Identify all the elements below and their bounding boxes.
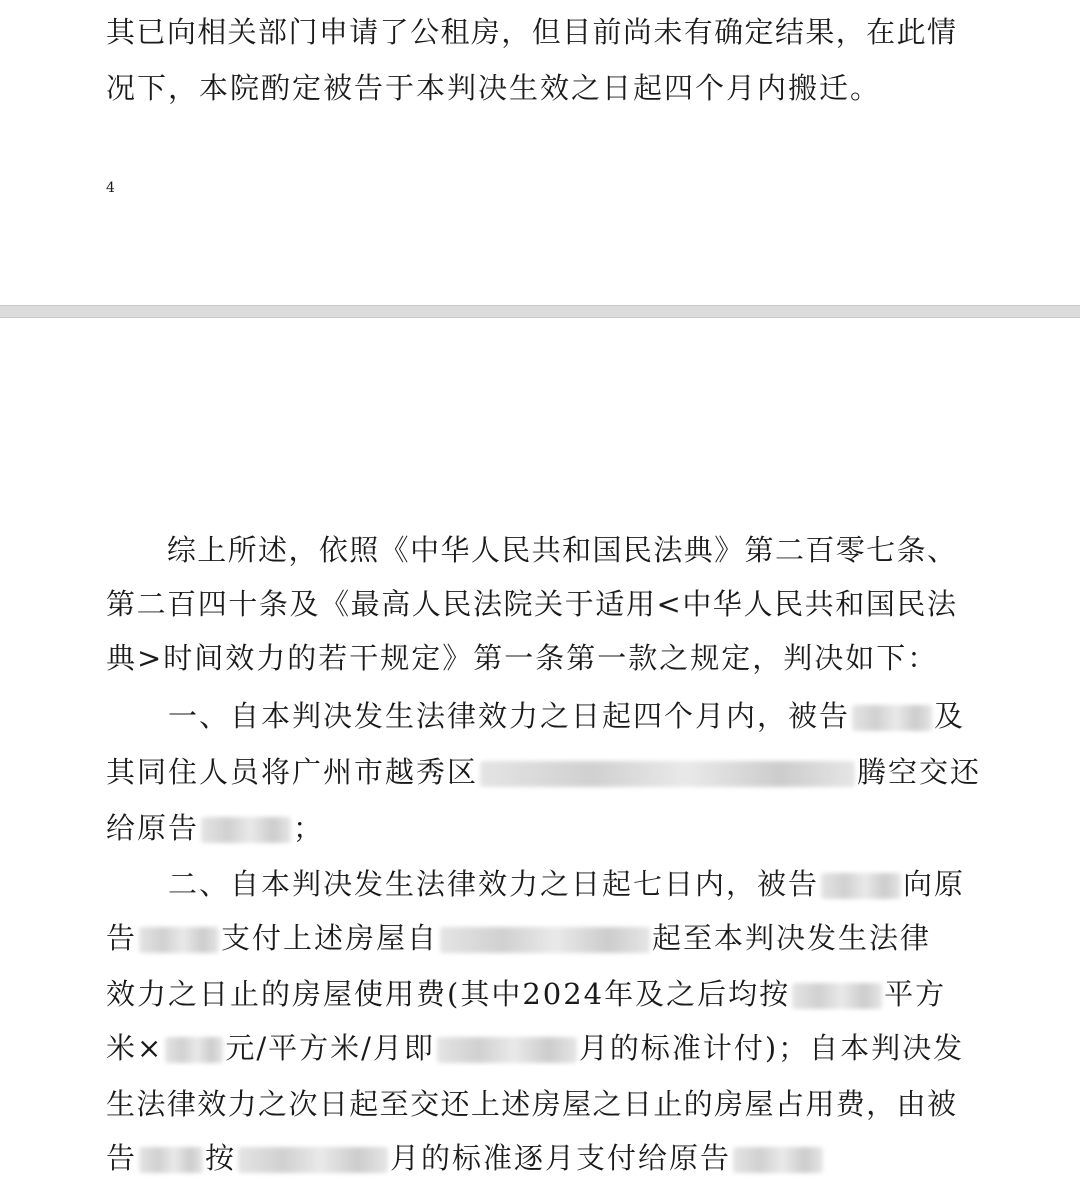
text-segment: 告: [106, 921, 138, 955]
text-segment: 腾空交还: [857, 755, 982, 789]
redacted-defendant-name: [139, 1147, 203, 1173]
text-segment: 二、自本判决发生法律效力之日起七日内，被告: [106, 867, 820, 901]
text-segment: 支付上述房屋自: [221, 921, 439, 955]
text-segment: 其同住人员将广州市越秀区: [106, 755, 479, 789]
text-segment: 及: [934, 699, 966, 733]
text-line: 况下，本院酌定被告于本判决生效之日起四个月内搬迁。: [106, 71, 882, 105]
text-segment: 向原: [903, 867, 966, 901]
redacted-defendant-name: [852, 705, 932, 731]
page-separator: [0, 305, 1080, 318]
text-segment: 月的标准逐月支付给原告: [390, 1141, 732, 1175]
text-line: 综上所述，依照《中华人民共和国民法典》第二百零七条、: [106, 533, 956, 567]
text-segment: 效力之日止的房屋使用费(其中2024年及之后均按: [106, 977, 791, 1011]
text-segment: 告: [106, 1141, 138, 1175]
text-line: [106, 976, 956, 1012]
text-segment: 一、自本判决发生法律效力之日起四个月内，被告: [106, 699, 851, 733]
redacted-plaintiff-name: [139, 927, 219, 953]
redacted-defendant-name: [821, 873, 901, 899]
text-line: [106, 866, 966, 902]
text-line: [106, 810, 956, 846]
page-number: 4: [106, 180, 115, 196]
text-line: [106, 1030, 965, 1066]
text-segment: 元/平方米/月即: [225, 1031, 435, 1065]
text-line: [106, 698, 966, 734]
redacted-unit-price: [165, 1037, 223, 1063]
redacted-monthly-amount: [238, 1147, 388, 1173]
document-page-4: [0, 0, 1080, 305]
redacted-monthly-amount: [437, 1037, 577, 1063]
document-page-5: [0, 318, 1080, 1182]
redacted-plaintiff-name: [733, 1147, 823, 1173]
text-segment: ；: [293, 811, 325, 845]
text-segment: 起至本判决发生法律: [652, 921, 932, 955]
redacted-address: [480, 761, 855, 787]
text-segment: 平方: [884, 977, 947, 1011]
text-segment: 米×: [106, 1031, 164, 1065]
text-line: [106, 754, 982, 790]
redacted-area: [792, 983, 882, 1009]
text-line: [106, 1140, 956, 1176]
text-line: [106, 920, 956, 956]
text-line: 典>时间效力的若干规定》第一条第一款之规定，判决如下：: [106, 641, 939, 675]
text-line: 生法律效力之次日起至交还上述房屋之日止的房屋占用费，由被: [106, 1087, 956, 1121]
text-line: 其已向相关部门申请了公租房，但目前尚未有确定结果，在此情: [106, 15, 956, 49]
text-line: 第二百四十条及《最高人民法院关于适用<中华人民共和国民法: [106, 587, 956, 621]
redacted-date: [440, 927, 650, 953]
text-segment: 按: [205, 1141, 237, 1175]
text-segment: 给原告: [106, 811, 200, 845]
redacted-plaintiff-name: [201, 817, 291, 843]
text-segment: 月的标准计付)；自本判决发: [578, 1031, 965, 1065]
